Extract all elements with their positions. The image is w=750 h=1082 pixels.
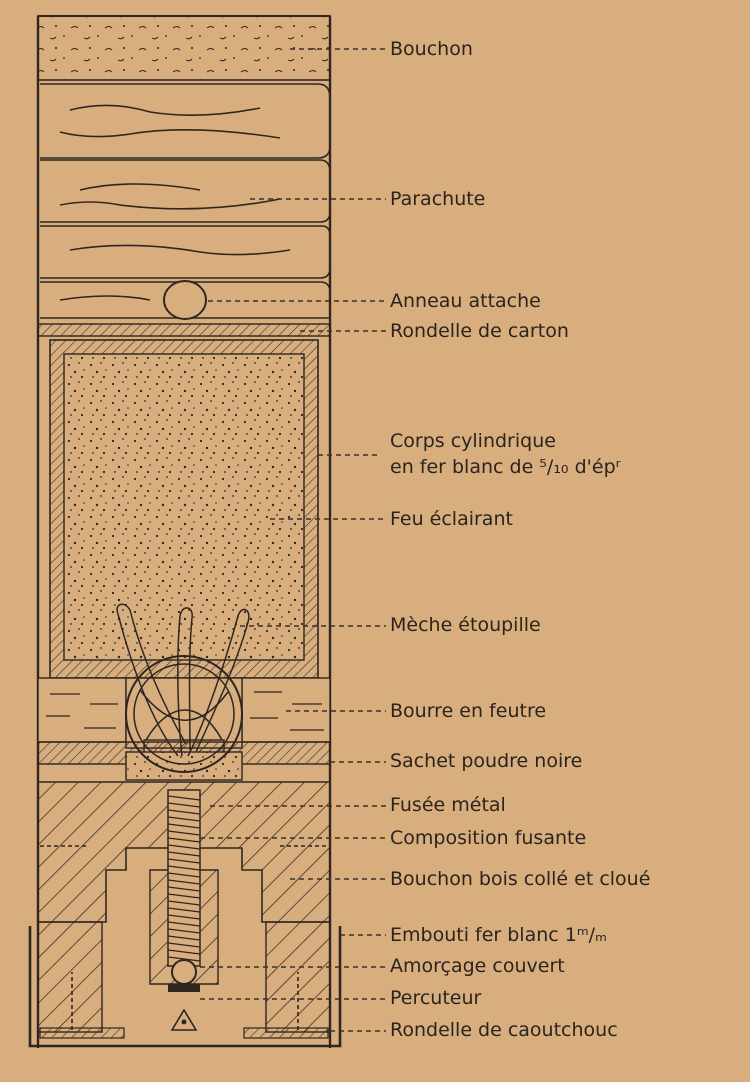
label-meche-etoupille: Mèche étoupille xyxy=(390,614,541,636)
black-powder-sachet xyxy=(38,740,330,780)
fuse-column xyxy=(168,790,200,966)
label-bouchon: Bouchon xyxy=(390,38,473,60)
label-bourre-feutre: Bourre en feutre xyxy=(390,700,547,722)
label-fusee-metal: Fusée métal xyxy=(390,794,506,816)
tin-body xyxy=(50,340,318,678)
label-composition-fusante: Composition fusante xyxy=(390,827,587,849)
label-parachute: Parachute xyxy=(390,188,486,210)
top-plug xyxy=(38,16,330,80)
label-percuteur: Percuteur xyxy=(390,987,482,1009)
label-anneau-attache: Anneau attache xyxy=(390,290,541,312)
label-rondelle-carton: Rondelle de carton xyxy=(390,320,569,342)
label-feu-eclairant: Feu éclairant xyxy=(390,508,513,530)
primer-and-striker xyxy=(168,960,200,1030)
label-bouchon-bois: Bouchon bois collé et cloué xyxy=(390,868,651,890)
label-embouti: Embouti fer blanc 1ᵐ/ₘ xyxy=(390,924,607,946)
label-sachet-poudre: Sachet poudre noire xyxy=(390,750,583,772)
label-corps-2: en fer blanc de ⁵/₁₀ d'épʳ xyxy=(390,456,621,478)
label-rondelle-caoutchouc: Rondelle de caoutchouc xyxy=(390,1019,618,1041)
felt-wad xyxy=(38,678,330,748)
label-corps-1: Corps cylindrique xyxy=(390,430,556,452)
label-amorcage: Amorçage couvert xyxy=(390,955,565,977)
cardboard-washer xyxy=(38,324,330,336)
attachment-ring xyxy=(164,281,206,319)
